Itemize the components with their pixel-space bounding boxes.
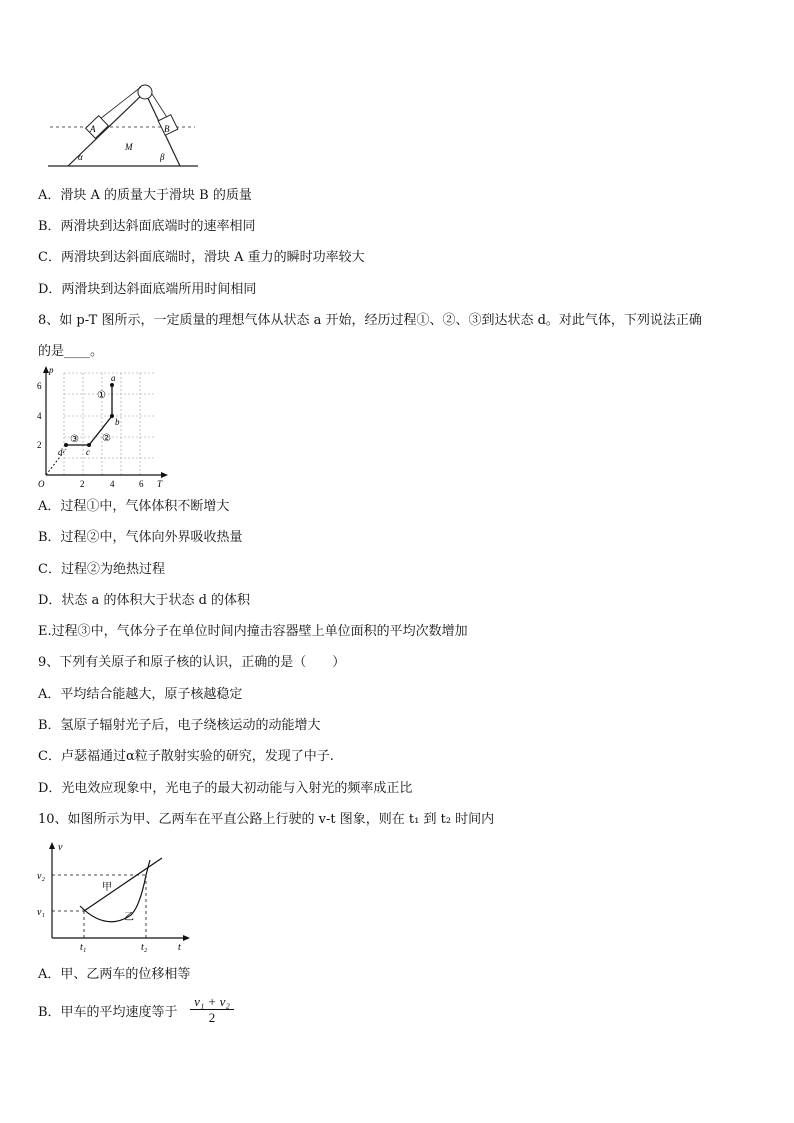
label-alpha: α: [78, 152, 83, 162]
yi-label: 乙: [124, 912, 134, 923]
q10-option-a: A．甲、乙两车的位移相等: [38, 967, 191, 982]
point-b: b: [115, 417, 120, 427]
y-tick-2: 2: [37, 440, 42, 450]
fraction-numerator: v₁ + v₂: [190, 994, 234, 1010]
q8-option-c: C．过程②为绝热过程: [38, 562, 165, 577]
q9-option-a: A．平均结合能越大，原子核越稳定: [38, 687, 243, 702]
q8-option-d: D．状态 a 的体积大于状态 d 的体积: [38, 593, 251, 608]
jia-label: 甲: [102, 882, 112, 893]
q10-stem: 10、如图所示为甲、乙两车在平直公路上行驶的 v-t 图象，则在 t₁ 到 t₂ 时间内: [38, 812, 495, 827]
x-tick-2: 2: [80, 479, 85, 489]
point-c: c: [86, 447, 90, 457]
q7-option-b: B．两滑块到达斜面底端时的速率相同: [38, 219, 256, 234]
process-3-label: ③: [70, 434, 79, 445]
y-tick-4: 4: [37, 411, 42, 421]
x-tick-6: 6: [139, 479, 144, 489]
q8-option-b: B．过程②中，气体向外界吸收热量: [38, 530, 243, 545]
q7-option-d: D．两滑块到达斜面底端所用时间相同: [38, 282, 257, 297]
q9-stem: 9、下列有关原子和原子核的认识，正确的是（ ）: [38, 655, 346, 670]
q9-option-d: D．光电效应现象中，光电子的最大初动能与入射光的频率成正比: [38, 781, 413, 796]
v-t-graph: [36, 840, 196, 952]
axis-t-label: T: [157, 479, 163, 489]
axis-p-label: p: [49, 365, 54, 375]
fraction-denominator: 2: [208, 1010, 216, 1025]
t1-label: t₁: [80, 942, 87, 952]
origin-label: O: [38, 479, 45, 489]
label-B: B: [164, 124, 170, 134]
q8-stem-line2: 的是____。: [38, 344, 104, 359]
point-d: d: [58, 447, 63, 457]
t2-label: t₂: [141, 942, 148, 952]
q8-stem-line1: 8、如 p-T 图所示，一定质量的理想气体从状态 a 开始，经历过程①、②、③到达状态 d。对此气体，下列说法正确: [38, 313, 702, 328]
q8-option-e: E.过程③中，气体分子在单位时间内撞击容器壁上单位面积的平均次数增加: [38, 624, 468, 639]
label-M: M: [125, 142, 133, 152]
t-axis-label: t: [178, 942, 181, 952]
process-1-label: ①: [97, 390, 106, 401]
q9-option-b: B．氢原子辐射光子后，电子绕核运动的动能增大: [38, 718, 321, 733]
q7-option-a: A．滑块 A 的质量大于滑块 B 的质量: [38, 188, 252, 203]
point-a: a: [111, 373, 116, 383]
label-A: A: [90, 124, 96, 134]
v1-label: v₁: [37, 907, 45, 918]
p-t-graph: [36, 365, 176, 491]
q9-option-c: C．卢瑟福通过α粒子散射实验的研究，发现了中子.: [38, 749, 334, 764]
y-tick-6: 6: [37, 381, 42, 391]
label-beta: β: [160, 152, 165, 162]
q8-option-a: A．过程①中，气体体积不断增大: [38, 499, 230, 514]
v2-label: v₂: [37, 871, 45, 882]
x-tick-4: 4: [110, 479, 115, 489]
incline-figure: [40, 80, 200, 170]
v-axis-label: v: [58, 842, 63, 853]
fraction: [190, 994, 234, 1025]
q10-option-b: B．甲车的平均速度等于: [38, 1005, 178, 1020]
process-2-label: ②: [102, 433, 111, 444]
q7-option-c: C．两滑块到达斜面底端时，滑块 A 重力的瞬时功率较大: [38, 250, 365, 265]
